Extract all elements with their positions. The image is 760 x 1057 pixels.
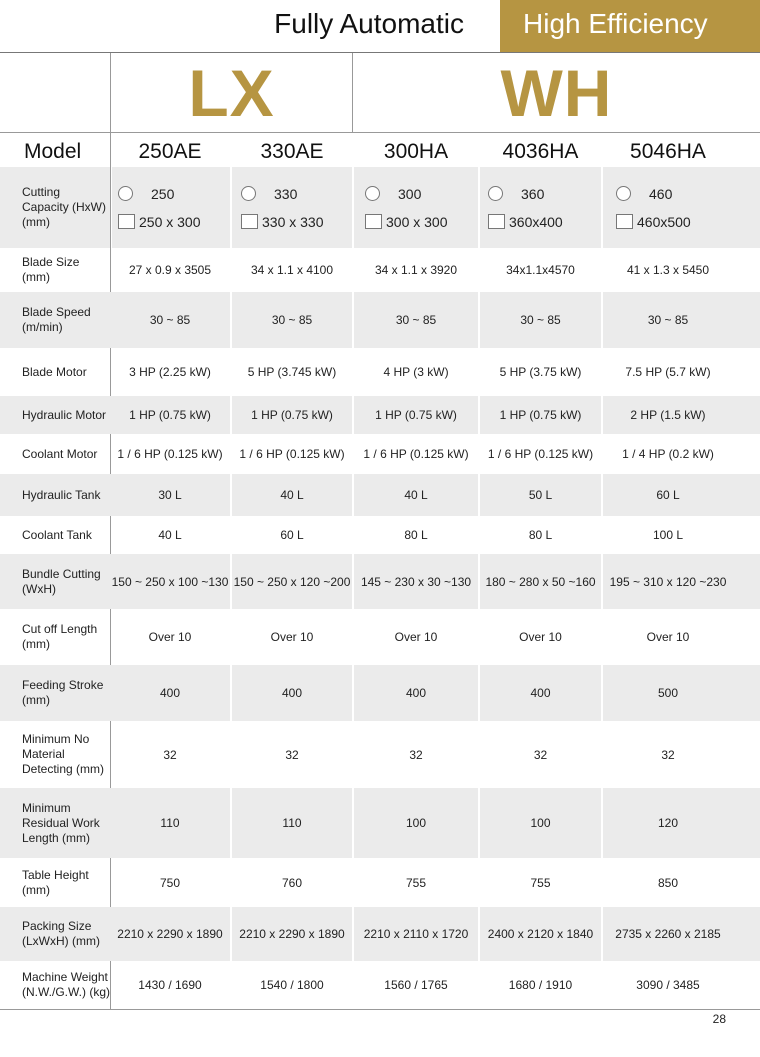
model-250ae: 250AE: [138, 140, 202, 163]
spec-value-cell: 5 HP (3.75 kW): [499, 365, 582, 379]
spec-row: [0, 554, 760, 609]
spec-row: [0, 858, 760, 907]
model-4036ha: 4036HA: [502, 140, 579, 163]
spec-value-cell: 400: [232, 665, 352, 721]
spec-row: [0, 665, 760, 721]
round-bar-icon: [488, 186, 503, 201]
spec-value-cell: 120: [603, 788, 733, 858]
spec-label: Coolant Motor: [22, 446, 98, 461]
spec-label: Coolant Tank: [22, 527, 92, 542]
spec-row: [0, 474, 760, 516]
spec-label: Blade Size (mm): [22, 255, 80, 284]
spec-value-cell: 750: [159, 875, 181, 890]
spec-value-cell: 3 HP (2.25 kW): [129, 365, 211, 379]
spec-row: [0, 292, 760, 348]
spec-value-cell: 1 HP (0.75 kW): [354, 396, 478, 434]
spec-value-cell: 32: [409, 747, 423, 762]
header-right-banner: [500, 0, 760, 52]
spec-value-cell: 2400 x 2120 x 1840: [480, 907, 601, 961]
spec-label: Hydraulic Tank: [0, 474, 110, 516]
spec-value-cell: 1680 / 1910: [508, 978, 573, 992]
spec-value-cell: 7.5 HP (5.7 kW): [625, 365, 711, 379]
capacity-rect-value: 360x400: [509, 213, 563, 230]
row-shade-fill: [733, 474, 760, 516]
capacity-cell: [232, 167, 352, 248]
header-left: [0, 0, 500, 52]
spec-value-cell: 30 ~ 85: [603, 292, 733, 348]
spec-value-cell: 40 L: [232, 474, 352, 516]
rect-bar-icon: [365, 214, 382, 229]
spec-value-cell: 1 / 6 HP (0.125 kW): [363, 447, 469, 461]
spec-value-cell: 2210 x 2110 x 1720: [354, 907, 478, 961]
round-bar-icon: [616, 186, 631, 201]
capacity-round-value: 300: [398, 185, 422, 202]
spec-value-cell: 110: [232, 788, 352, 858]
capacity-cell: [112, 167, 230, 248]
model-label: Model: [24, 140, 82, 163]
spec-row: [0, 396, 760, 434]
spec-label: Minimum Residual Work Length (mm): [0, 788, 110, 858]
spec-value-cell: 30 L: [110, 474, 230, 516]
spec-value-cell: 1 / 4 HP (0.2 kW): [622, 447, 714, 461]
spec-value-cell: 1 HP (0.75 kW): [110, 396, 230, 434]
model-330ae: 330AE: [260, 140, 324, 163]
capacity-rect-value: 460x500: [637, 213, 691, 230]
spec-value-cell: 110: [110, 788, 230, 858]
row-shade-fill: [733, 788, 760, 858]
spec-value-cell: 30 ~ 85: [354, 292, 478, 348]
spec-value-cell: Over 10: [270, 630, 314, 644]
rect-bar-icon: [616, 214, 633, 229]
spec-row: [0, 248, 760, 292]
spec-label: Packing Size (LxWxH) (mm): [0, 907, 110, 961]
spec-value-cell: 180 ~ 280 x 50 ~160: [480, 554, 601, 609]
row-shade-fill: [733, 665, 760, 721]
spec-value-cell: 27 x 0.9 x 3505: [128, 263, 212, 277]
spec-label: Cutting Capacity (HxW) (mm): [0, 167, 110, 248]
rect-bar-icon: [118, 214, 135, 229]
spec-value-cell: 32: [533, 747, 548, 762]
round-bar-icon: [365, 186, 380, 201]
row-shade-fill: [733, 907, 760, 961]
spec-value-cell: 400: [354, 665, 478, 721]
spec-value-cell: 80 L: [528, 528, 553, 542]
spec-value-cell: 1560 / 1765: [384, 978, 448, 992]
capacity-round-value: 250: [151, 185, 175, 202]
spec-value-cell: 4 HP (3 kW): [383, 365, 449, 379]
capacity-rect-value: 250 x 300: [139, 213, 201, 230]
spec-value-cell: 60 L: [603, 474, 733, 516]
capacity-round-value: 330: [274, 185, 298, 202]
spec-value-cell: 150 ~ 250 x 100 ~130: [110, 554, 230, 609]
round-bar-icon: [241, 186, 256, 201]
spec-value-cell: 2735 x 2260 x 2185: [603, 907, 733, 961]
spec-value-cell: 30 ~ 85: [232, 292, 352, 348]
spec-value-cell: 1 / 6 HP (0.125 kW): [117, 447, 223, 461]
spec-value-cell: 1 / 6 HP (0.125 kW): [239, 447, 345, 461]
spec-value-cell: 40 L: [354, 474, 478, 516]
spec-value-cell: 41 x 1.3 x 5450: [626, 263, 710, 277]
capacity-round-value: 460: [649, 185, 673, 202]
spec-value-cell: 2210 x 2290 x 1890: [232, 907, 352, 961]
row-shade-fill: [733, 292, 760, 348]
header-divider: [0, 52, 760, 53]
spec-value-cell: 850: [657, 875, 679, 890]
spec-value-cell: 60 L: [280, 528, 304, 542]
spec-value-cell: 400: [480, 665, 601, 721]
spec-value-cell: 34 x 1.1 x 4100: [250, 263, 334, 277]
capacity-cell: [354, 167, 478, 248]
spec-value-cell: Over 10: [519, 630, 562, 644]
capacity-rect-value: 330 x 330: [262, 213, 324, 230]
spec-value-cell: 32: [163, 747, 177, 762]
spec-row: [0, 721, 760, 788]
spec-value-cell: 1 HP (0.75 kW): [480, 396, 601, 434]
spec-value-cell: 32: [285, 747, 299, 762]
spec-value-cell: 1540 / 1800: [260, 978, 324, 992]
model-row: [0, 133, 760, 167]
page-number: 28: [712, 1012, 726, 1026]
spec-value-cell: 50 L: [480, 474, 601, 516]
spec-value-cell: 1430 / 1690: [138, 978, 202, 992]
header-title-right: High Efficiency: [523, 8, 708, 39]
spec-value-cell: 5 HP (3.745 kW): [247, 365, 337, 379]
spec-value-cell: 145 ~ 230 x 30 ~130: [354, 554, 478, 609]
spec-value-cell: 760: [281, 875, 303, 890]
spec-value-cell: 1 HP (0.75 kW): [232, 396, 352, 434]
rect-bar-icon: [241, 214, 258, 229]
spec-value-cell: 755: [405, 875, 427, 890]
spec-row: [0, 348, 760, 396]
spec-row: [0, 961, 760, 1009]
spec-value-cell: 195 ~ 310 x 120 ~230: [603, 554, 733, 609]
capacity-round-value: 360: [521, 185, 545, 202]
spec-value-cell: Over 10: [646, 630, 690, 644]
model-300ha: 300HA: [383, 140, 449, 163]
spec-label: Blade Speed (m/min): [0, 292, 110, 348]
brand-lx: LX: [188, 56, 275, 130]
brand-wh: WH: [500, 56, 613, 130]
spec-value-cell: 100 L: [652, 528, 684, 542]
spec-value-cell: 400: [110, 665, 230, 721]
spec-value-cell: Over 10: [148, 630, 192, 644]
spec-value-cell: 80 L: [404, 528, 428, 542]
spec-value-cell: Over 10: [394, 630, 438, 644]
spec-value-cell: 100: [354, 788, 478, 858]
row-shade-fill: [733, 554, 760, 609]
spec-row: [0, 516, 760, 554]
spec-value-cell: 2 HP (1.5 kW): [603, 396, 733, 434]
spec-value-cell: 150 ~ 250 x 120 ~200: [232, 554, 352, 609]
spec-value-cell: 3090 / 3485: [636, 978, 700, 992]
spec-value-cell: 30 ~ 85: [110, 292, 230, 348]
spec-value-cell: 1 / 6 HP (0.125 kW): [487, 447, 594, 461]
spec-value-cell: 2210 x 2290 x 1890: [110, 907, 230, 961]
spec-label: Bundle Cutting (WxH): [0, 554, 110, 609]
spec-row: [0, 788, 760, 858]
spec-value-cell: 34x1.1x4570: [506, 263, 575, 277]
spec-label: Machine Weight (N.W./G.W.) (kg): [22, 970, 110, 999]
spec-label: Table Height (mm): [22, 867, 89, 897]
capacity-cell: [480, 167, 601, 248]
spec-label: Blade Motor: [22, 364, 87, 379]
rect-bar-icon: [488, 214, 505, 229]
spec-value-cell: 32: [661, 747, 675, 762]
row-shade-fill: [733, 167, 760, 248]
spec-value-cell: 500: [603, 665, 733, 721]
spec-row: [0, 434, 760, 474]
spec-value-cell: 40 L: [158, 528, 182, 542]
model-5046ha: 5046HA: [630, 140, 706, 163]
spec-label: Feeding Stroke (mm): [0, 665, 110, 721]
spec-row: [0, 609, 760, 665]
spec-label: Minimum No Material Detecting (mm): [22, 732, 105, 776]
round-bar-icon: [118, 186, 133, 201]
header-title-left: Fully Automatic: [274, 8, 464, 39]
spec-value-cell: 755: [530, 875, 551, 890]
capacity-rect-value: 300 x 300: [386, 213, 448, 230]
row-shade-fill: [733, 396, 760, 434]
spec-row: [0, 907, 760, 961]
spec-value-cell: 100: [480, 788, 601, 858]
spec-label: Hydraulic Motor: [0, 396, 110, 434]
table-bottom-rule: [0, 1009, 760, 1010]
spec-label: Cut off Length (mm): [22, 622, 98, 651]
spec-row-cutting-capacity: [0, 167, 760, 248]
spec-value-cell: 34 x 1.1 x 3920: [374, 263, 458, 277]
spec-value-cell: 30 ~ 85: [480, 292, 601, 348]
